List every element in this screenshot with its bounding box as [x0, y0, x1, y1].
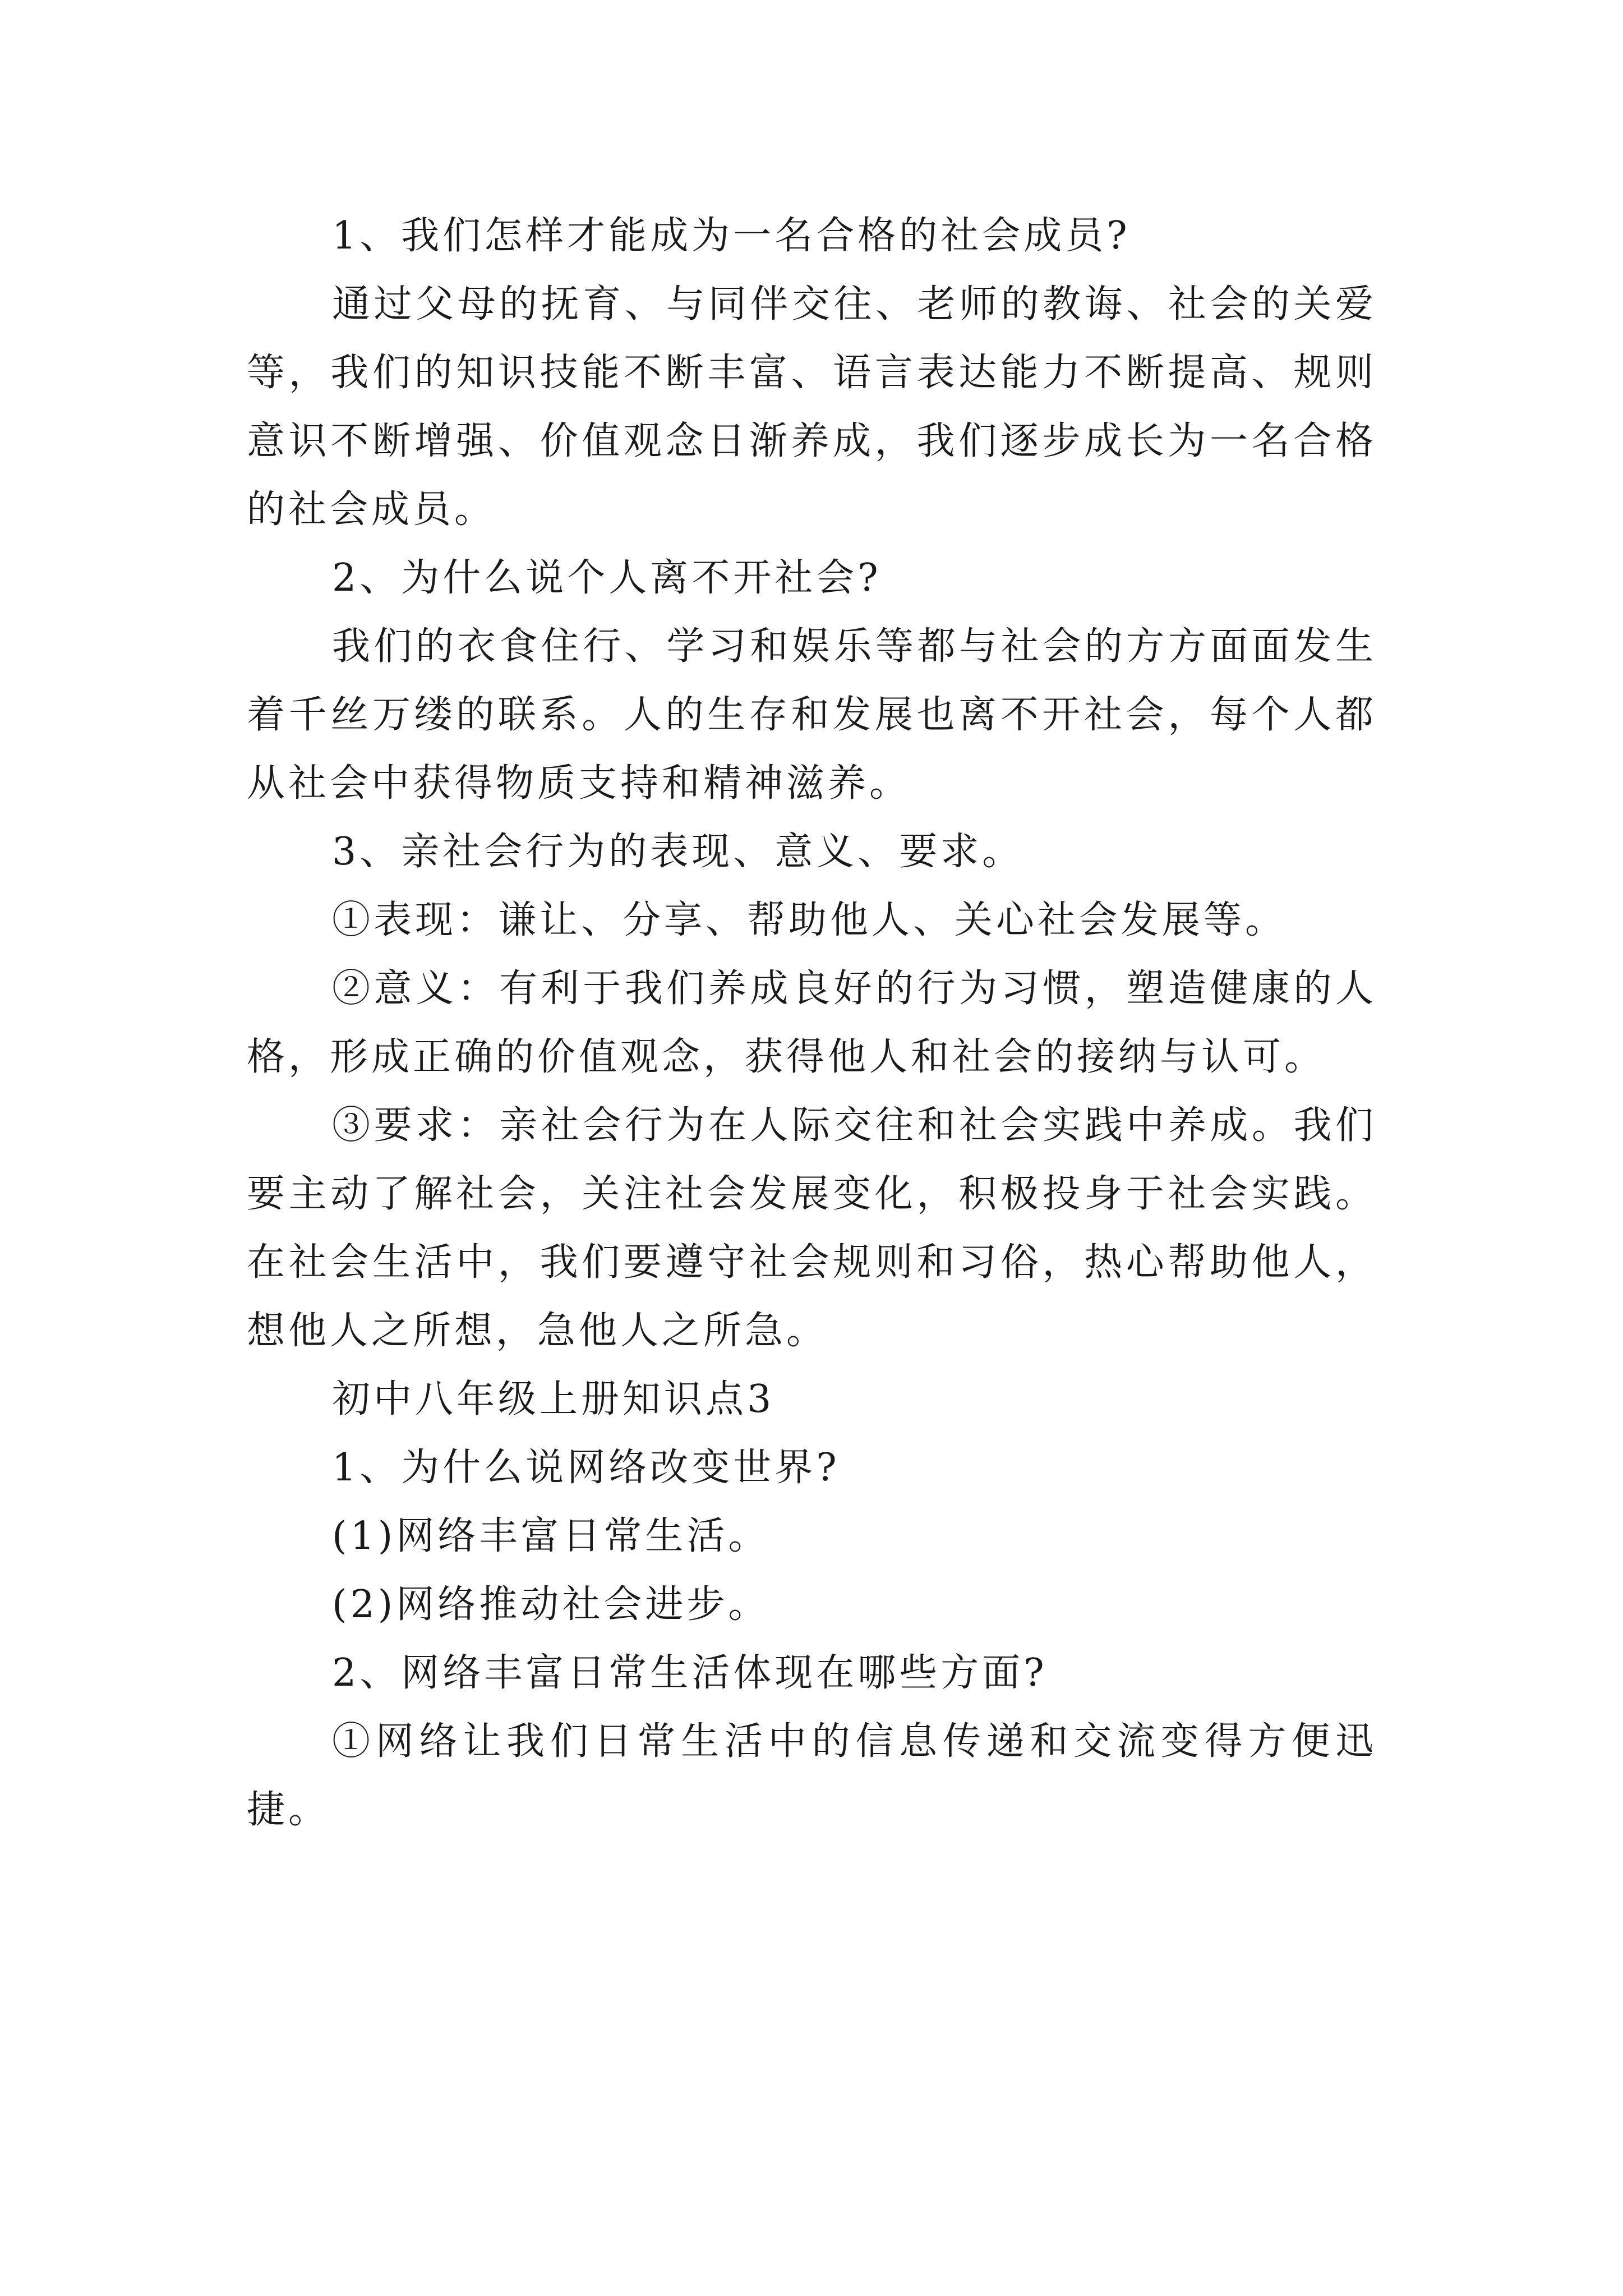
- point-manifestation: ①表现：谦让、分享、帮助他人、关心社会发展等。: [332, 898, 1287, 942]
- section3-answer-2-point-1: ①网络让我们日常生活中的信息传递和交流变得方便迅捷。: [247, 1719, 1377, 1832]
- section3-point-2: (2)网络推动社会进步。: [332, 1582, 770, 1627]
- question-2-heading: 2、为什么说个人离不开社会?: [332, 556, 882, 600]
- section3-question-1: 1、为什么说网络改变世界?: [332, 1446, 840, 1490]
- answer-2-paragraph: 我们的衣食住行、学习和娱乐等都与社会的方方面面发生着千丝万缕的联系。人的生存和发展也离不开社会，每个人都从社会中获得物质支持和精神滋养。: [247, 624, 1377, 806]
- document-body: [247, 202, 1377, 1844]
- section3-question-2: 2、网络丰富日常生活体现在哪些方面?: [332, 1651, 1048, 1695]
- question-3-heading: 3、亲社会行为的表现、意义、要求。: [332, 830, 1024, 874]
- section-title: 初中八年级上册知识点3: [332, 1377, 775, 1421]
- answer-1-paragraph: 通过父母的抚育、与同伴交往、老师的教诲、社会的关爱等，我们的知识技能不断丰富、语言表达能力不断提高、规则意识不断增强、价值观念日渐养成，我们逐步成长为一名合格的社会成员。: [247, 282, 1377, 532]
- point-significance: ②意义：有利于我们养成良好的行为习惯，塑造健康的人格，形成正确的价值观念，获得他人和社会的接纳与认可。: [247, 967, 1377, 1079]
- point-requirement: ③要求：亲社会行为在人际交往和社会实践中养成。我们要主动了解社会，关注社会发展变化，积极投身于社会实践。在社会生活中，我们要遵守社会规则和习俗，热心帮助他人，想他人之所想，急他人之所急。: [247, 1103, 1377, 1353]
- question-1-heading: 1、我们怎样才能成为一名合格的社会成员?: [332, 214, 1131, 258]
- section3-point-1: (1)网络丰富日常生活。: [332, 1514, 770, 1558]
